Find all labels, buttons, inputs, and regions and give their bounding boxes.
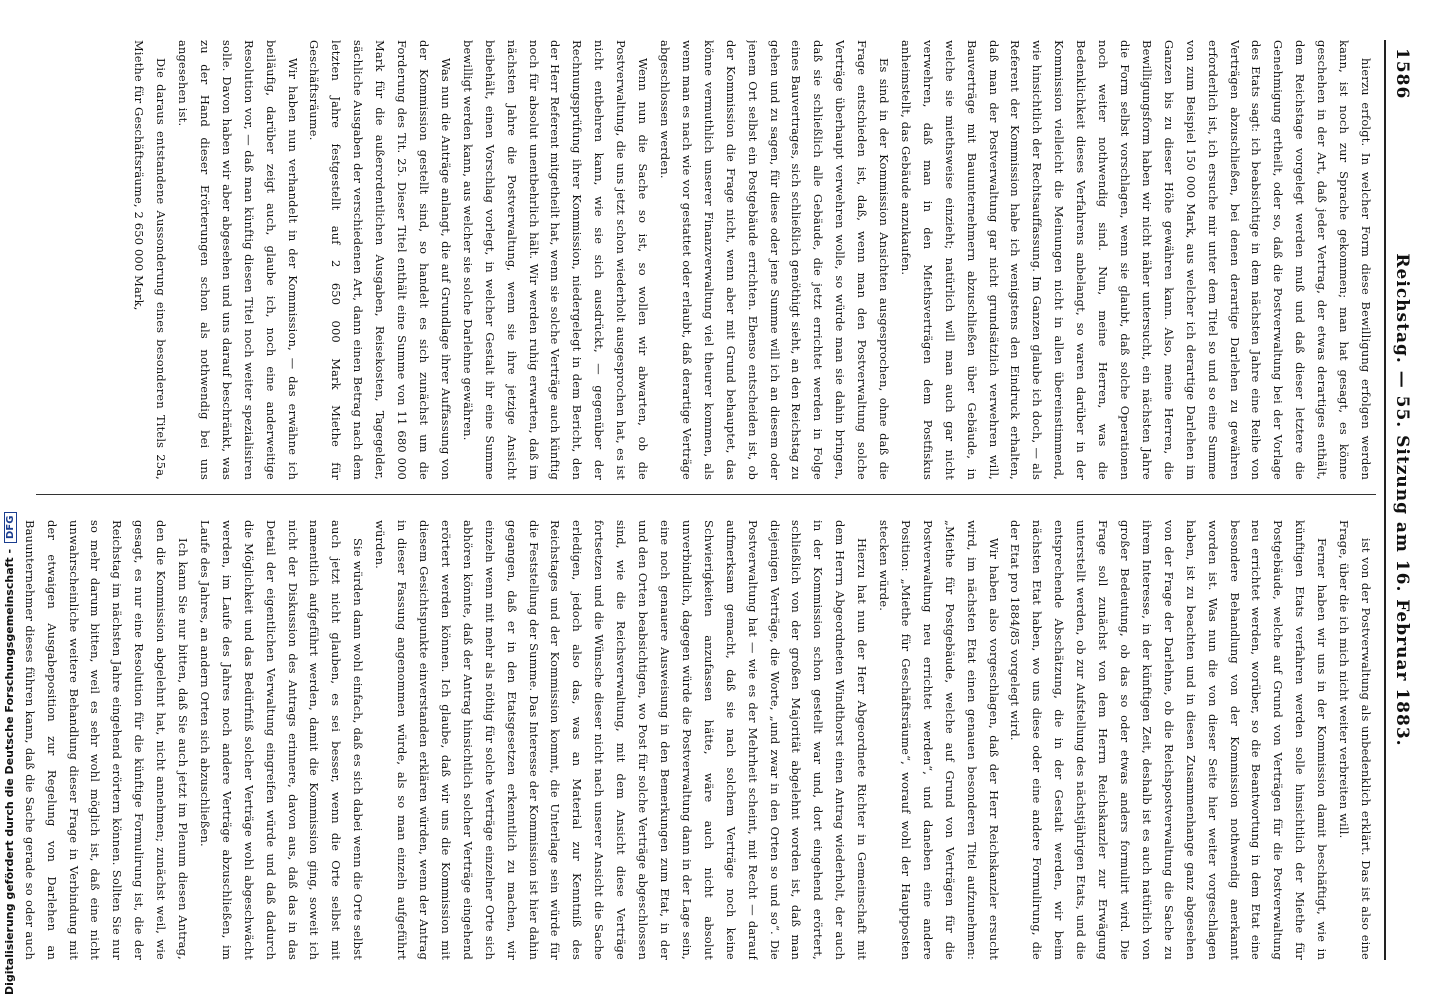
text-column-left [16,40,1376,480]
paragraph: Wir haben also vorgeschlagen, daß der Herr Reichskanzler ersucht wird, im nächsten Etat einen genauen besonderen Titel aufzunehmen: „Miethe für Postgebäude, welche auf Grund von Verträgen für die Postverwaltung neu errichtet werden“, und daneben eine andere Position: „Miethe für Geschäftsräume“, worauf wohl der Hauptposten stecken würde. [877,520,1001,960]
paragraph: Was nun die Anträge anlangt, die auf Grundlage ihrer Auffassung von der Kommission gestellt sind, so handelt es sich zunächst um die Forderung des Tit. 25. Dieser Titel enthält eine Summe von 11 680 000 Mark für die außerordentlichen Ausgaben, Reisekosten, Tagegelder, sächliche Ausgaben der verschiedenen Art, dann einen Betrag nach dem letzten Jahre festgestellt auf 2 650 000 Mark Miethe für Geschäftsräume. [307,40,453,480]
paragraph: Sie würden dann wohl einfach, daß es sich dabei wenn die Orte selbst auch jetzt nicht glauben, es sei besser, wenn die Orte selbst mit namentlich aufgeführt werden, damit die Kommission ging, soweit ich nicht der Diskussion des Antrags erinnere, davon aus, daß das in das Detail der eigentlichen Verwaltung eingreifen würde und daß dadurch die Möglichkeit und das Bedürfniß solcher Verträge wohl abgeschwächt werden, im Laufe des Jahres noch andere Verträge abzuschließen, im Laufe des Jahres, an andern Orten sich abzuschließen. [197,520,366,960]
text-column-right [16,520,1376,960]
paragraph: Hierzu hat nun der Herr Abgeordnete Richter in Gemeinschaft mit dem Herrn Abgeordneten Windthorst einen Antrag wiederholt, der auch in der Kommission schon gestellt war und, dort eingehend erörtert, schließlich von der großen Majorität abgelehnt worden ist, daß man diejenigen Verträge, die Worte, „und zwar in den Orten so und so“. Die Postverwaltung hat — wie es der Mehrheit scheint, mit Recht — darauf aufmerksam gemacht, daß sie nach solchem Verträge noch keine Schwierigkeiten anzufassen hätte, wäre auch nicht absolut unverbindlich, dagegen würde die Postverwaltung dann in der Lage sein, eine noch genauere Ausweisung in den Bemerkungen zum Etat, in der und den Orten beabsichtigen, wo Post für solche Verträge abgeschlossen sind, wie die Reichsverwaltung, mit dem Ansicht diese Verträge fortsetzen und die Wünsche dieser nicht nach unserer Ansicht die Sache erledigen, jedoch also das, was an Material zur Kenntniß des Reichstages und der Kommission kommt, die Unterlage sein würde für die Feststellung der Summe. Das Interesse der Kommission ist hier dahin gegangen, daß er in den Etatsgesetzen erkenntlich zu machen, wir einzeln wenn mit mehr als nöthig für solche Verträge einzelner Orte sich abhören könnte, daß der Antrag hinsichtlich solcher Verträge eingehend erörtert werden können. Ich glaube, daß wir uns die Kommission mit diesem Gesichtspunkte einverstanden erklären würden, wenn der Antrag in dieser Fassung angenommen würde, als so man einzeln aufgeführt würden. [373,520,870,960]
paragraph: Wenn nun die Sache so ist, so wollen wir abwarten, ob die Postverwaltung, die uns jetzt schon wiederholt ausgesprochen hat, es ist nicht entbehren kann, wie sie sich ausdrückt, — gegenüber der Rechnungsprüfung ihrer Kommission, niedergelegt in dem Bericht, den der Herr Referent mitgetheilt hat, wenn sie solche Verträge auch künftig noch für absolut unentbehrlich hält. Wir werden ruhig erwarten, daß im nächsten Jahre die Postverwaltung, wenn sie ihre jetzige Ansicht beibehält, einen Vorschlag vorlegt, in welcher Gestalt ihr eine Summe bewilligt werden kann, aus welcher sie solche Darlehne gewähren. [460,40,651,480]
paragraph: hierzu erfolgt. In welcher Form diese Bewilligung erfolgen werden kann, ist noch zur Sprache gekommen; man hat gesagt, es könne geschehen in der Art, daß jeder Vertrag, der etwas derartiges enthält, dem Reichstage vorgelegt werden muß und daß dieser letztere die Genehmigung ertheilt, oder so, daß die Postverwaltung bei der Vorlage des Etats sagt: ich beabsichtige in dem nächsten Jahre eine Reihe von Verträgen abzuschließen, bei denen derartige Darlehen zu gewähren erforderlich ist, ich ersuche mir unter dem Titel so und so eine Summe von zum Beispiel 150 000 Mark, aus welcher ich derartige Darlehen im Ganzen bis zu dieser Höhe gewähren kann. Also, meine Herren, die Bewilligungsform haben wir nicht näher untersucht, ein nächsten Jahre die Form selbst vorschlagen, wenn sie glaubt, daß solche Operationen noch weiter nothwendig sind. Nun, meine Herren, was die Bedenklichkeit dieses Verfahrens anbelangt, so waren darüber in der Kommission vielleicht die Meinungen nicht in allen übereinstimmend, wie hinsichtlich der Rechtsauffassung. Im Ganzen glaube ich doch, — als Referent der Kommission habe ich wenigstens den Eindruck erhalten, daß man der Postverwaltung gar nicht grundsätzlich verwehren will, Bauverträge mit Bauunternehmern abzuschließen über Gebäude, in welche sie miethsweise einzieht; natürlich will man auch gar nicht verwehren, daß man in den Miethsverträgen dem Postfiskus anheimstellt, das Gebäude anzukaufen. [898,40,1373,480]
paragraph: Die daraus entstandene Aussonderung eines besonderen Titels 25a, Miethe für Geschäftsräume, 2 650 000 Mark, [132,40,169,480]
paragraph: Wir haben nun verhandelt in der Kommission, — das erwähne ich beiläufig, darüber zeigt auch, glaube ich, noch eine anderweitige Resolution vor, — daß man künftig diesen Titel noch weiter spezialisiren solle. Davon haben wir aber abgesehen und uns darauf beschränkt, was zu der Hand dieser Erörterungen schon als nothwendig bei uns angesehen ist. [176,40,300,480]
dfg-logo-icon: DFG [4,512,17,543]
page-header [1384,40,1416,960]
paragraph: Ich kann Sie nur bitten, daß Sie auch jetzt im Plenum diesen Antrag, den die Kommission abgelehnt hat, nicht annehmen; zunächst weil, wie gesagt, es nur eine Resolution für die künftige Formulirung ist, die der Reichstag im nächsten Jahre eingehend erörtern können. Sollten Sie nur so mehr darum bitten, weil es sehr wohl möglich ist, daß eine nicht unwahrscheinliche weitere Behandlung dieser Frage in Verbindung mit der etwaigen Ausgabeposition zur Regelung von Darlehen an Bauunternehmer dieses führen kann, daß die Sache gerade so oder auch [22,520,191,960]
paragraph: Ferner haben wir uns in der Kommission damit beschäftigt, wie in künftigen Etats verfahren werden solle hinsichtlich der Miethe für Postgebäude, welche auf Grund von Verträgen für die Postverwaltung neu errichtet werden, worüber, so die Beantwortung in dem Etat eine besondere Behandlung von der Kommission nothwendig anerkannt worden ist. Was nun die von dieser Seite hier weiter vorgeschlagen haben, ist zu beachten und in diesen Zusammenhange ganz abgesehen von der Frage der Darlehne, ob die Reichspostverwaltung die Sache zu ihrem Interesse, in der künftigen Zeit, deshalb ist es auch natürlich von großer Bedeutung, ob das so oder etwas anders formulirt wird. Die Frage soll zunächst von dem Herrn Reichskanzler zur Erwägung unterstellt werden, ob zur Aufstellung des nächstjährigen Etats, und die entsprechende Abschätzung, die in der Gestalt werden, wir beim nächsten Etat haben, wo uns diese oder eine andere Formulirung, die der Etat pro 1884/85 vorgelegt wird. [1008,520,1330,960]
running-title: Reichstag. — 55. Sitzung am 16. Februar 1883. [1392,253,1412,747]
column-divider [36,494,1376,495]
paragraph: ist von der Postverwaltung als unbedenklich erklärt. Das ist also eine Frage, über die ich mich nicht weiter verbreiten will. [1337,520,1373,960]
paragraph: Es sind in der Kommission Ansichten ausgesprochen, ohne daß die Frage entschieden ist, daß, wenn man den Postverwaltung solche Verträge überhaupt verwehren wolle, so würde man sie dahin bringen, daß sie schließlich alle Gebäude, die jetzt errichtet werden in Folge eines Bauvertrages, sich schließlich genöthigt sieht, an den Reichstag zu gehen und zu sagen, für diese oder jene Summe will ich an diesem oder jenem Ort selbst ein Postgebäude errichten. Ebenso entscheiden ist, ob der Kommission die Frage nicht, wenn aber mit Grund behauptet, das könne vermuthlich unserer Finanzverwaltung viel theurer kommen, als wenn man es nach wie vor gestattet oder erlaubt, daß derartige Verträge abgeschlossen werden. [658,40,892,480]
page-number: 1586 [1392,48,1412,100]
digitization-credit-text: Digitalisierung gefördert durch die Deutsche Forschungsgemeinschaft - [3,548,16,995]
